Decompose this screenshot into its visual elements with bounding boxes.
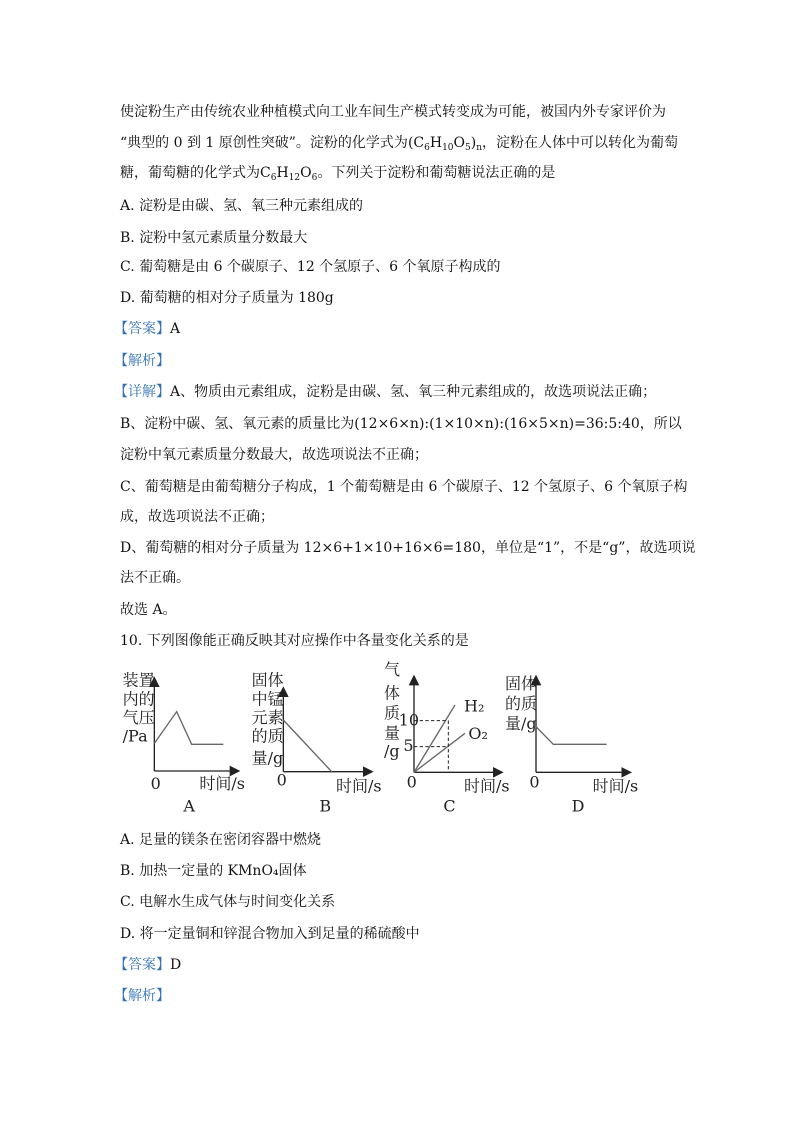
answer-tag: 【答案】 [114, 321, 170, 337]
detail-tag: 【详解】 [114, 384, 170, 400]
o2-line [414, 733, 465, 772]
graph-label: 5 [403, 736, 414, 755]
q9-option-a: A. 淀粉是由碳、氢、氧三种元素组成的 [120, 198, 364, 214]
q10-title: 10. 下列图像能正确反映其对应操作中各量变化关系的是 [120, 633, 469, 649]
graph-label: D [571, 796, 585, 816]
graph-label: 时间/s [464, 776, 510, 796]
graph-label: 0 [529, 772, 540, 792]
graph-label: 中锰 [251, 689, 284, 709]
graph-label: 10 [398, 710, 420, 730]
graph-label: 的质 [505, 694, 538, 713]
graph-label: 元素 [251, 708, 284, 727]
glucose-formula: $C_6H_{12}O_6$ [260, 165, 318, 183]
pressure-curve [154, 712, 223, 745]
text: ，淀粉在人体中可以转化为葡萄 [482, 135, 679, 151]
text: “典型的 0 到 1 原创性突破”。淀粉的化学式为 [120, 135, 408, 151]
graph-label: C [443, 796, 456, 816]
graph-label: O₂ [468, 724, 488, 743]
graph-label: B [319, 796, 332, 816]
graph-label: 质 [384, 703, 401, 723]
h2-line [414, 705, 455, 772]
detail-line-5: 成，故选项说法不正确； [120, 509, 274, 525]
graph-label: 内的 [122, 689, 155, 709]
graph-label: 量/g [251, 748, 284, 768]
text: A、物质由元素组成，淀粉是由碳、氢、氧三种元素组成的，故选项说法正确； [170, 384, 657, 400]
graph-label: 装置 [122, 670, 155, 690]
q10-analysis-tag: 【解析】 [114, 988, 170, 1004]
graph-label: 固体 [251, 670, 284, 690]
graph-label: 体 [384, 683, 401, 703]
text: 糖，葡萄糖的化学式为 [120, 165, 260, 181]
graph-label: 气 [384, 660, 401, 679]
intro-line-1: 使淀粉生产由传统农业种植模式向工业车间生产模式转变成为可能，被国内外专家评价为 [120, 104, 666, 120]
q9-answer [114, 320, 180, 338]
analysis-tag: 【解析】 [114, 353, 170, 369]
detail-line-1 [114, 383, 656, 401]
q10-option-d: D. 将一定量铜和锌混合物加入到足量的稀硫酸中 [120, 926, 420, 942]
q10-option-b: B. 加热一定量的 KMnO₄固体 [120, 863, 307, 879]
q10-option-a: A. 足量的镁条在密闭容器中燃烧 [120, 832, 322, 848]
detail-line-4: C、葡萄糖是由葡萄糖分子构成，1 个葡萄糖是由 6 个碳原子、12 个氢原子、6 个氧原子构 [120, 479, 688, 495]
answer-value: D [170, 957, 182, 973]
graph-label: 量/g [505, 714, 537, 733]
graph-label: H₂ [464, 696, 485, 716]
graph-label: 0 [276, 770, 287, 790]
text: 。下列关于淀粉和葡萄糖说法正确的是 [317, 165, 556, 181]
graph-label: /Pa [122, 726, 148, 746]
graph-b [252, 671, 382, 816]
detail-line-2: B、淀粉中碳、氢、氧元素的质量比为(12×6×n):(1×10×n):(16×5×n)=36:5:40，所以 [120, 416, 682, 432]
graph-label: /g [384, 741, 400, 761]
answer-value: A [170, 321, 181, 337]
q10-answer [114, 956, 181, 974]
graph-a [123, 671, 245, 816]
graph-label: 气压 [122, 708, 155, 727]
solid-mass-curve [536, 727, 607, 745]
graph-label: 时间/s [336, 776, 382, 796]
starch-formula: $(C_6H_{10}O_5)_n$ [407, 135, 483, 153]
detail-line-8: 故选 A。 [120, 602, 177, 618]
graph-label: 的质 [251, 726, 284, 746]
q9-option-b: B. 淀粉中氢元素质量分数最大 [120, 230, 308, 246]
detail-line-6: D、葡萄糖的相对分子质量为 12×6+1×10+16×6=180，单位是“1”，不是“g”，故选项说 [120, 540, 696, 556]
graph-label: 0 [406, 772, 417, 792]
graph-c [384, 660, 510, 816]
graph-d [505, 674, 638, 816]
graph-label: 时间/s [199, 774, 245, 793]
intro-line-2 [120, 134, 678, 157]
graph-label: 时间/s [592, 776, 639, 796]
detail-line-7: 法不正确。 [120, 570, 190, 586]
graph-label: 量 [384, 723, 401, 743]
answer-tag: 【答案】 [114, 957, 170, 973]
q10-graphs [110, 660, 639, 825]
manganese-mass-line [283, 720, 331, 772]
q9-option-d: D. 葡萄糖的相对分子质量为 180g [120, 290, 334, 306]
graph-label: 固体 [505, 674, 538, 693]
graph-label: A [183, 796, 195, 816]
graph-label: 0 [150, 774, 161, 793]
intro-line-3 [120, 164, 555, 187]
detail-line-3: 淀粉中氧元素质量分数最大，故选项说法不正确； [120, 447, 428, 463]
q9-option-c: C. 葡萄糖是由 6 个碳原子、12 个氢原子、6 个氧原子构成的 [120, 259, 501, 275]
q10-option-c: C. 电解水生成气体与时间变化关系 [120, 894, 336, 910]
